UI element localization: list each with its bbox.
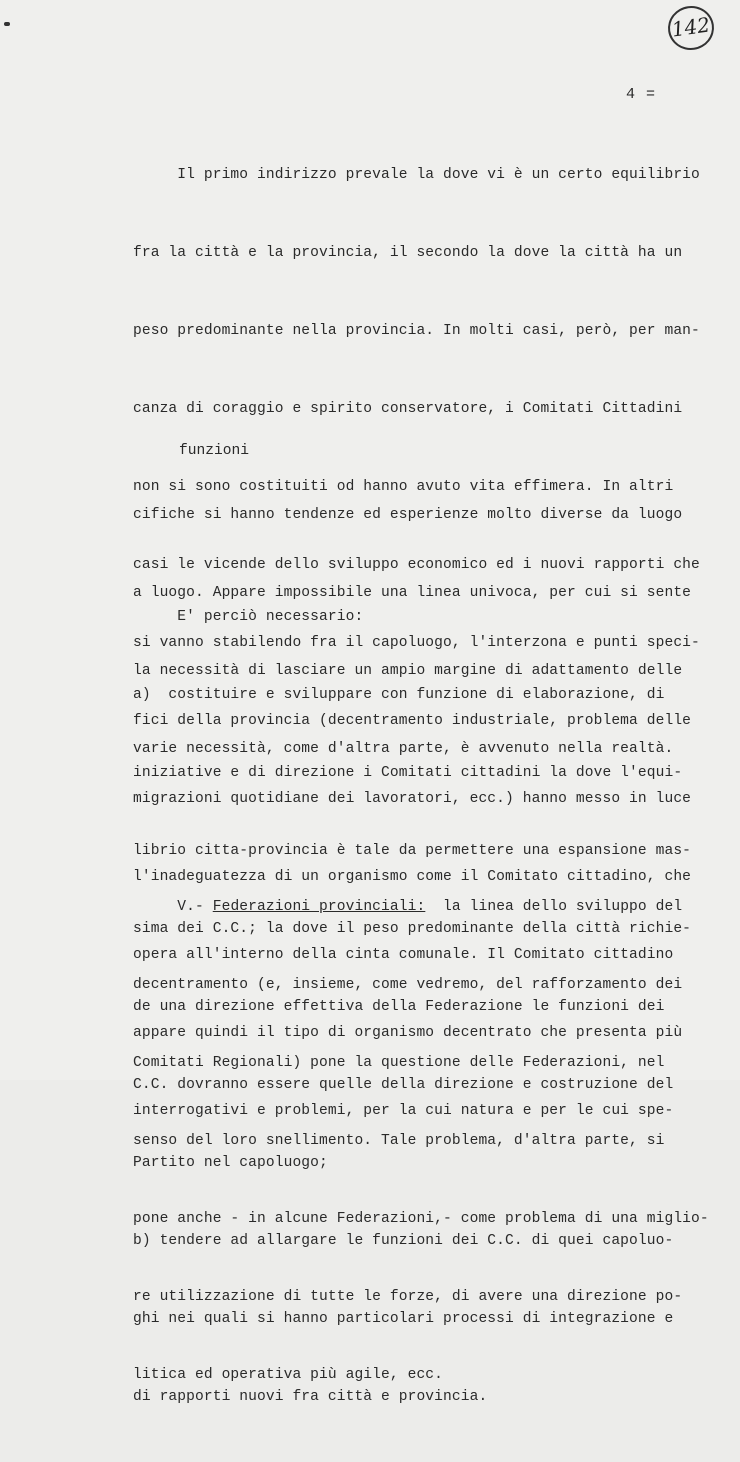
section-number: V.-: [133, 899, 213, 915]
text-line: varie necessità, come d'altra parte, è avvenuto nella realtà.: [133, 741, 674, 757]
text-line: non si sono costituiti od hanno avuto vita effimera. In altri: [133, 479, 674, 495]
text-line: ghi nei quali si hanno particolari processi di integrazione e: [133, 1311, 674, 1327]
text-line: Partito nel capoluogo;: [133, 1155, 328, 1171]
archive-stamp: 142: [665, 3, 717, 53]
interline-insertion: funzioni: [179, 443, 250, 459]
text-line: interrogativi e problemi, per la cui natura e per le cui spe-: [133, 1103, 674, 1119]
text-line: fra la città e la provincia, il secondo la dove la città ha un: [133, 245, 683, 261]
text-line: migrazioni quotidiane dei lavoratori, ecc.) hanno messo in luce: [133, 791, 692, 807]
text-line: fici della provincia (decentramento industriale, problema delle: [133, 713, 692, 729]
section-title: Federazioni provinciali:: [212, 899, 426, 915]
text-line: opera all'interno della cinta comunale. Il Comitato cittadino: [133, 947, 674, 963]
text-line: di rapporti nuovi fra città e provincia.: [133, 1389, 488, 1405]
text-line: appare quindi il tipo di organismo decentrato che presenta più: [133, 1025, 683, 1041]
text-line: sima dei C.C.; la dove il peso predominante della città richie-: [133, 921, 692, 937]
section-heading-line: [133, 894, 713, 920]
text-line: Comitati Regionali) pone la questione delle Federazioni, nel: [133, 1055, 665, 1071]
text-line: Il primo indirizzo prevale la dove vi è un certo equilibrio: [133, 167, 700, 183]
text-line: b) tendere ad allargare le funzioni dei C.C. di quei capoluo-: [133, 1233, 674, 1249]
text-line: re utilizzazione di tutte le forze, di avere una direzione po-: [133, 1289, 683, 1305]
text-line: C.C. dovranno essere quelle della direzione e costruzione del: [133, 1077, 674, 1093]
page-number: 4 =: [626, 86, 657, 103]
text-line: senso del loro snellimento. Tale problema, d'altra parte, si: [133, 1133, 665, 1149]
text-line: a luogo. Appare impossibile una linea univoca, per cui si sente: [133, 585, 692, 601]
text-line: canza di coraggio e spirito conservatore, i Comitati Cittadini: [133, 401, 683, 417]
text-line: pone anche - in alcune Federazioni,- come problema di una miglio-: [133, 1211, 709, 1227]
text-line: la necessità di lasciare un ampio margine di adattamento delle: [133, 663, 683, 679]
text-line: si vanno stabilendo fra il capoluogo, l'interzona e punti speci-: [133, 635, 700, 651]
punch-mark: [4, 22, 10, 26]
text-line: de una direzione effettiva della Federazione le funzioni dei: [133, 999, 665, 1015]
text-line: peso predominante nella provincia. In molti casi, però, per man-: [133, 323, 700, 339]
text-line: la linea dello sviluppo del: [425, 899, 683, 915]
text-line: librio citta-provincia è tale da permettere una espansione mas-: [133, 843, 692, 859]
text-line: casi le vicende dello sviluppo economico ed i nuovi rapporti che: [133, 557, 700, 573]
text-line: E' perciò necessario:: [133, 609, 364, 625]
text-line: litica ed operativa più agile, ecc.: [133, 1367, 444, 1383]
text-line: decentramento (e, insieme, come vedremo, del rafforzamento dei: [133, 977, 683, 993]
text-line: iniziative e di direzione i Comitati cittadini la dove l'equi-: [133, 765, 683, 781]
text-line: a) costituire e sviluppare con funzione di elaborazione, di: [133, 687, 665, 703]
section-v: [133, 842, 713, 1440]
text-line: cifiche si hanno tendenze ed esperienze molto diverse da luogo: [133, 507, 683, 523]
text-line: l'inadeguatezza di un organismo come il Comitato cittadino, che: [133, 869, 692, 885]
